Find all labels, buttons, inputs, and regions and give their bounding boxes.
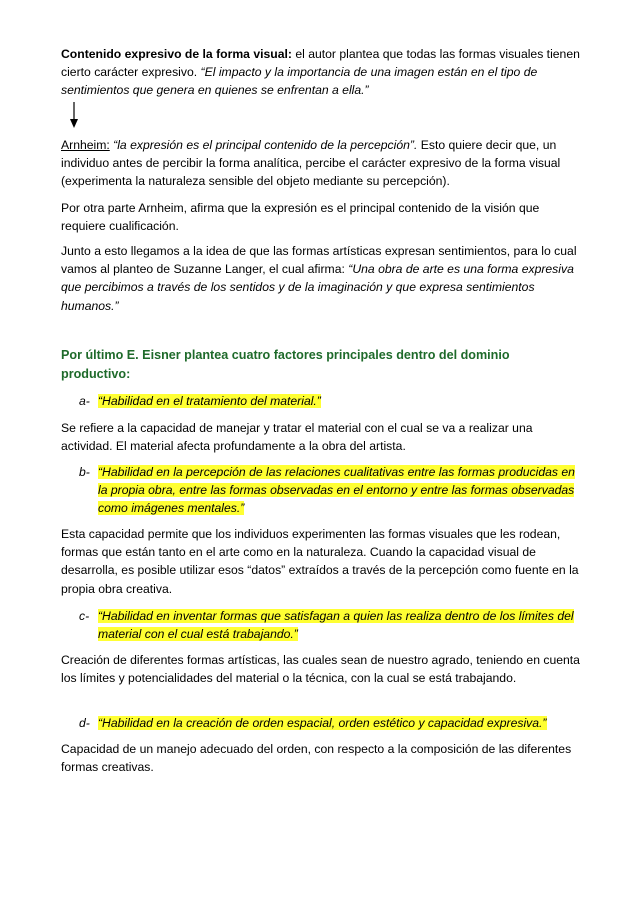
highlighted-quote: “Habilidad en la percepción de las relaciones cualitativas entre las formas producidas en la propia obra, entre las formas observadas en el entorno y entre las formas observadas como imágenes mentales.” (98, 465, 575, 516)
paragraph-langer (61, 242, 581, 315)
term-label: Contenido expresivo de la forma visual: (61, 47, 292, 61)
paragraph-arnheim-qualification (61, 199, 581, 235)
list-item-c (79, 607, 579, 643)
quote-text: “la expresión es el principal contenido de la percepción”. (109, 138, 418, 152)
down-arrow-icon (68, 101, 80, 129)
explanation-d: Capacidad de un manejo adecuado del orden, con respecto a la composición de las diferentes formas creativas. (61, 742, 572, 775)
list-item-a (79, 392, 579, 410)
paragraph-expressive-content (61, 45, 581, 100)
paragraph-text: Por otra parte Arnheim, afirma que la expresión es el principal contenido de la visión que requiere cualificación. (61, 201, 540, 234)
paragraph-text: el autor plantea que todas las formas visuales tienen cierto carácter expresivo. (61, 47, 580, 80)
section-heading: Por último E. Eisner plantea cuatro factores principales dentro del dominio productivo: (61, 348, 510, 381)
explanation-a: Se refiere a la capacidad de manejar y tratar el material con el cual se va a realizar una actividad. El material afecta profundamente a la obra del artista. (61, 421, 533, 454)
list-marker: a- (79, 394, 90, 408)
quote-text: “El impacto y la importancia de una imagen están en el tipo de sentimientos que genera en quienes se enfrentan a ella.” (61, 65, 538, 98)
paragraph-text: Esto quiere decir que, un individuo antes de percibir la forma analítica, percibe el carácter expresivo de la forma visual (experimenta la naturaleza sensible del objeto mediante su percepción). (61, 138, 561, 189)
explanation-c: Creación de diferentes formas artísticas, las cuales sean de nuestro agrado, teniendo en cuenta los límites y potencialidades del material o la técnica, con la cual se está trabajando. (61, 653, 580, 686)
paragraph-text: Junto a esto llegamos a la idea de que las formas artísticas expresan sentimientos, para lo cual vamos al planteo de Suzanne Langer, el cual afirma: (61, 244, 577, 277)
paragraph-arnheim (61, 136, 581, 191)
highlighted-quote: “Habilidad en la creación de orden espacial, orden estético y capacidad expresiva.” (98, 716, 547, 730)
explanation-b: Esta capacidad permite que los individuos experimenten las formas visuales que les rodean, formas que están tanto en el arte como en la naturaleza. Cuando la capacidad visual de desarrolla, es posible utilizar esos “datos” extraídos a través de la percepción como fuente en la propia obra creativa. (61, 527, 579, 596)
highlighted-quote: “Habilidad en inventar formas que satisfagan a quien las realiza dentro de los límites del material con el cual está trabajando.” (98, 609, 574, 642)
list-item-d (79, 714, 579, 732)
highlighted-quote: “Habilidad en el tratamiento del material.” (98, 394, 321, 408)
author-label: Arnheim: (61, 138, 110, 152)
list-item-b (79, 463, 579, 518)
list-marker: b- (79, 465, 90, 479)
quote-text: “Una obra de arte es una forma expresiva que percibimos a través de los sentidos y de la imaginación y que expresa sentimientos humanos.” (61, 262, 574, 313)
list-marker: d- (79, 716, 90, 730)
list-marker: c- (79, 609, 90, 623)
